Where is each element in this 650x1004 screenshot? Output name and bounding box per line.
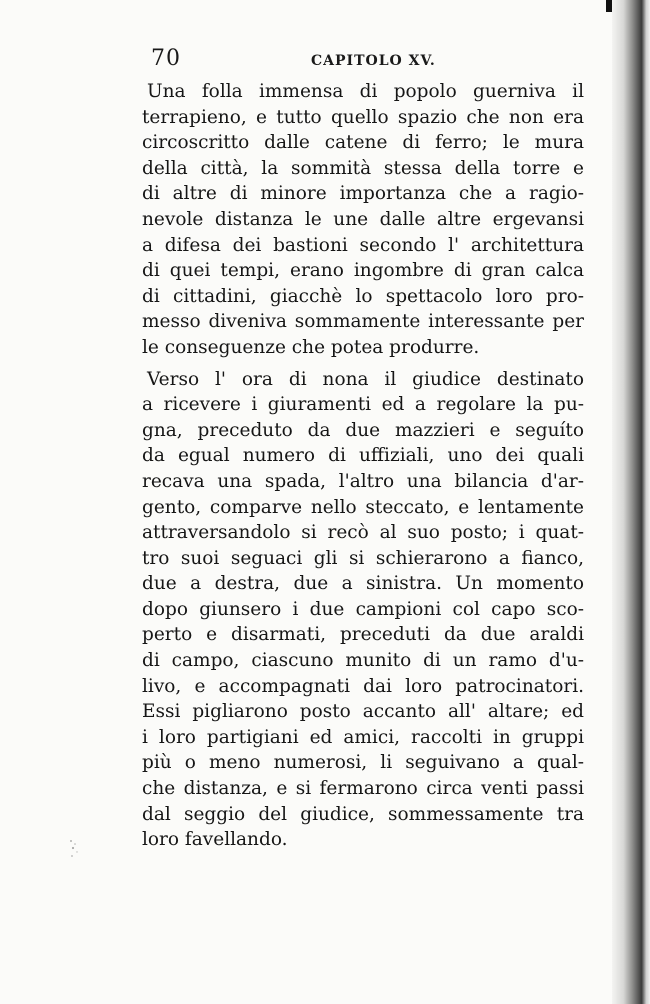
text-line: a difesa dei bastioni secondo l' architettura <box>142 234 584 256</box>
text-line: le conseguenze che potea produrre. <box>142 336 480 358</box>
text-line: circoscritto dalle catene di ferro; le mura <box>142 132 584 154</box>
text-line: attraversandolo si recò al suo posto; i quat- <box>142 522 584 544</box>
body-text <box>142 79 584 853</box>
text-line: terrapieno, e tutto quello spazio che non era <box>142 106 584 128</box>
text-line: che distanza, e si fermarono circa venti passi <box>142 778 584 800</box>
text-line: Una folla immensa di popolo guerniva il <box>147 81 584 102</box>
text-line: più o meno numerosi, li seguivano a qual- <box>142 752 584 774</box>
running-title: CAPITOLO XV. <box>311 53 436 69</box>
text-line: della città, la sommità stessa della torre e <box>142 157 584 179</box>
paragraph-2 <box>142 367 584 853</box>
text-line: di altre di minore importanza che a ragio- <box>142 183 584 205</box>
paragraph-1 <box>142 79 584 361</box>
text-line: Essi pigliarono posto accanto all' altare; ed <box>142 701 584 723</box>
text-line: gento, comparve nello steccato, e lentamente <box>142 496 584 518</box>
book-spine-edge <box>612 0 650 1004</box>
text-line: livo, e accompagnati dai loro patrocinatori. <box>142 675 584 697</box>
text-line: recava una spada, l'altro una bilancia d'ar- <box>142 470 584 492</box>
text-line: a ricevere i giuramenti ed a regolare la pu- <box>142 394 584 416</box>
text-line: di campo, ciascuno munito di un ramo d'u- <box>142 650 584 672</box>
text-line: Verso l' ora di nona il giudice destinato <box>147 368 584 390</box>
text-line: i loro partigiani ed amici, raccolti in gruppi <box>142 726 584 748</box>
text-line: tro suoi seguaci gli si schierarono a fianco, <box>142 547 584 569</box>
text-line: gna, preceduto da due mazzieri e seguíto <box>142 419 584 441</box>
page-number: 70 <box>151 46 181 71</box>
text-line: loro favellando. <box>142 829 288 851</box>
ink-speck-mark <box>68 838 80 860</box>
text-line: di cittadini, giacchè lo spettacolo loro pro- <box>142 285 584 307</box>
text-line: da egual numero di uffiziali, uno dei quali <box>142 445 584 467</box>
text-line: dopo giunsero i due campioni col capo sco- <box>142 598 584 620</box>
text-line: due a destra, due a sinistra. Un momento <box>142 573 584 595</box>
text-line: messo diveniva sommamente interessante per <box>142 311 584 333</box>
text-line: perto e disarmati, preceduti da due araldi <box>142 624 584 646</box>
text-line: dal seggio del giudice, sommessamente tra <box>142 803 584 825</box>
text-line: di quei tempi, erano ingombre di gran calca <box>142 260 584 282</box>
text-line: nevole distanza le une dalle altre ergevansi <box>142 208 584 230</box>
